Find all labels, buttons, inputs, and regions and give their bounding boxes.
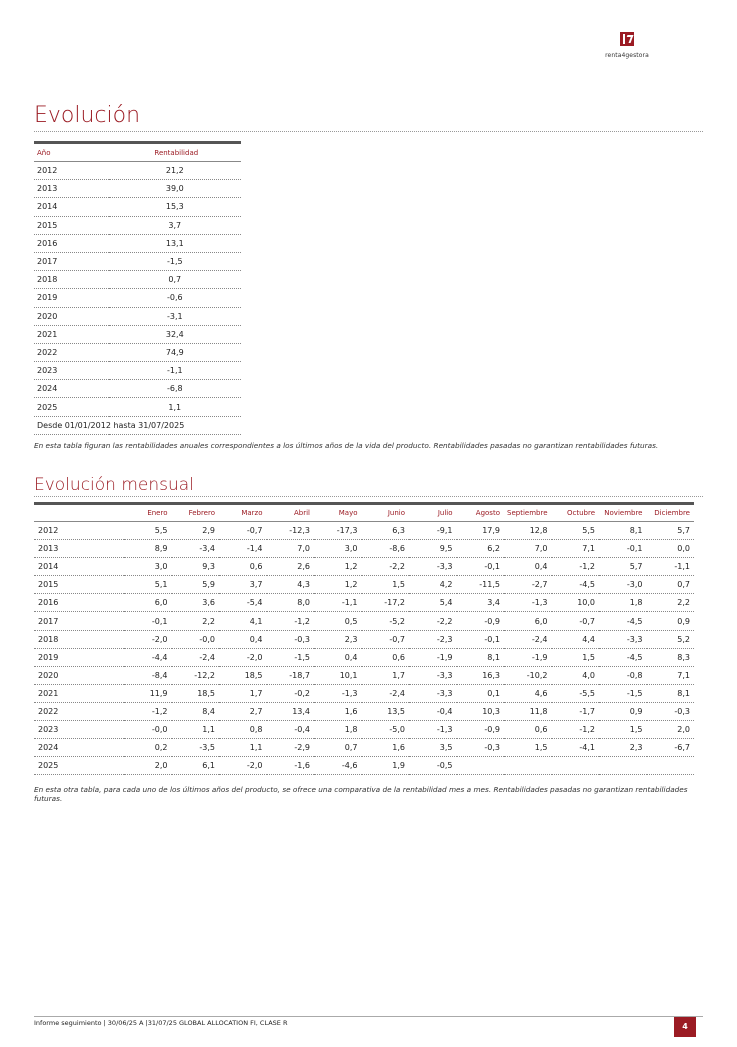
month-return-cell: 9,3 <box>172 558 220 576</box>
month-return-cell: -4,4 <box>124 648 172 666</box>
table-row <box>34 234 241 252</box>
month-return-cell: 0,4 <box>504 558 552 576</box>
month-return-cell: 3,6 <box>172 594 220 612</box>
month-return-cell: 0,6 <box>362 648 410 666</box>
month-return-cell: -2,4 <box>362 684 410 702</box>
return-cell: -1,5 <box>109 252 241 270</box>
month-return-cell: 0,9 <box>599 702 647 720</box>
month-return-cell: -1,7 <box>552 702 600 720</box>
month-return-cell: 18,5 <box>172 684 220 702</box>
month-return-cell <box>457 757 505 775</box>
year-cell: 2015 <box>34 576 124 594</box>
month-return-cell: -2,3 <box>409 630 457 648</box>
month-return-cell: 5,4 <box>409 594 457 612</box>
month-return-cell: -0,7 <box>552 612 600 630</box>
table-row <box>34 522 694 540</box>
month-return-cell <box>552 757 600 775</box>
month-return-cell: -0,1 <box>457 558 505 576</box>
year-cell: 2019 <box>34 289 109 307</box>
month-return-cell: -3,3 <box>409 558 457 576</box>
return-cell: 15,3 <box>109 198 241 216</box>
year-cell: 2016 <box>34 234 109 252</box>
month-return-cell: 8,1 <box>457 648 505 666</box>
month-return-cell: 4,4 <box>552 630 600 648</box>
month-return-cell: 0,0 <box>647 540 695 558</box>
table-row <box>34 289 241 307</box>
table-header-row <box>34 504 694 522</box>
year-cell: 2022 <box>34 343 109 361</box>
col-header-month: Junio <box>362 504 410 522</box>
month-return-cell: 13,4 <box>267 702 315 720</box>
table-footnote-row <box>34 416 241 434</box>
month-return-cell: 17,9 <box>457 522 505 540</box>
table-row <box>34 630 694 648</box>
title-divider <box>34 131 703 132</box>
month-return-cell: -0,3 <box>457 739 505 757</box>
month-return-cell: 5,9 <box>172 576 220 594</box>
month-return-cell: -6,7 <box>647 739 695 757</box>
year-cell: 2023 <box>34 362 109 380</box>
table-row <box>34 252 241 270</box>
month-return-cell: 1,1 <box>172 721 220 739</box>
month-return-cell: 2,2 <box>647 594 695 612</box>
footer-text: Informe seguimiento | 30/06/25 A |31/07/25 GLOBAL ALLOCATION FI, CLASE R <box>34 1019 288 1027</box>
month-return-cell: 3,4 <box>457 594 505 612</box>
year-cell: 2012 <box>34 162 109 180</box>
month-return-cell: 0,7 <box>314 739 362 757</box>
year-cell: 2014 <box>34 558 124 576</box>
year-cell: 2024 <box>34 380 109 398</box>
col-header-month: Diciembre <box>647 504 695 522</box>
month-return-cell: 7,1 <box>647 666 695 684</box>
month-return-cell: -12,2 <box>172 666 220 684</box>
company-logo <box>604 32 650 59</box>
month-return-cell: -5,2 <box>362 612 410 630</box>
year-cell: 2015 <box>34 216 109 234</box>
month-return-cell: 8,9 <box>124 540 172 558</box>
monthly-section-title: Evolución mensual <box>34 475 194 495</box>
month-return-cell: 4,6 <box>504 684 552 702</box>
month-return-cell: 0,7 <box>647 576 695 594</box>
month-return-cell: 0,6 <box>504 721 552 739</box>
year-cell: 2020 <box>34 666 124 684</box>
table-row <box>34 558 694 576</box>
year-cell: 2021 <box>34 684 124 702</box>
month-return-cell: 0,6 <box>219 558 267 576</box>
month-return-cell: -0,1 <box>124 612 172 630</box>
table-row <box>34 576 694 594</box>
month-return-cell: -1,3 <box>504 594 552 612</box>
month-return-cell: -1,4 <box>219 540 267 558</box>
month-return-cell: 7,1 <box>552 540 600 558</box>
col-header-month: Septiembre <box>504 504 552 522</box>
table-row <box>34 162 241 180</box>
month-return-cell: -2,0 <box>219 757 267 775</box>
month-return-cell: 2,6 <box>267 558 315 576</box>
month-return-cell: 11,8 <box>504 702 552 720</box>
month-return-cell: -0,1 <box>599 540 647 558</box>
month-return-cell: -0,2 <box>267 684 315 702</box>
month-return-cell: 1,5 <box>552 648 600 666</box>
month-return-cell: -5,4 <box>219 594 267 612</box>
month-return-cell: -17,3 <box>314 522 362 540</box>
month-return-cell: 3,0 <box>124 558 172 576</box>
month-return-cell: 9,5 <box>409 540 457 558</box>
col-header-month: Abril <box>267 504 315 522</box>
month-return-cell: -1,6 <box>267 757 315 775</box>
month-return-cell: -1,2 <box>552 558 600 576</box>
month-return-cell: -0,3 <box>647 702 695 720</box>
year-cell: 2018 <box>34 630 124 648</box>
month-return-cell: 0,1 <box>457 684 505 702</box>
month-return-cell: -1,9 <box>504 648 552 666</box>
month-return-cell: 0,5 <box>314 612 362 630</box>
month-return-cell: 2,9 <box>172 522 220 540</box>
month-return-cell: 1,5 <box>504 739 552 757</box>
month-return-cell <box>599 757 647 775</box>
year-cell: 2023 <box>34 721 124 739</box>
month-return-cell: 1,5 <box>599 721 647 739</box>
return-cell: 39,0 <box>109 180 241 198</box>
table-row <box>34 648 694 666</box>
return-cell: 13,1 <box>109 234 241 252</box>
month-return-cell: 4,0 <box>552 666 600 684</box>
col-header-month: Marzo <box>219 504 267 522</box>
month-return-cell: -8,6 <box>362 540 410 558</box>
footer-divider <box>34 1016 703 1017</box>
table-row <box>34 216 241 234</box>
return-cell: 0,7 <box>109 271 241 289</box>
month-return-cell: 5,7 <box>647 522 695 540</box>
year-cell: 2021 <box>34 325 109 343</box>
logo-icon <box>620 32 634 46</box>
year-cell: 2017 <box>34 612 124 630</box>
month-return-cell: 10,1 <box>314 666 362 684</box>
month-return-cell: 6,3 <box>362 522 410 540</box>
return-cell: -1,1 <box>109 362 241 380</box>
year-cell: 2025 <box>34 398 109 416</box>
month-return-cell: 1,5 <box>362 576 410 594</box>
table-row <box>34 721 694 739</box>
month-return-cell: -1,5 <box>599 684 647 702</box>
year-cell: 2017 <box>34 252 109 270</box>
year-cell: 2013 <box>34 540 124 558</box>
table-row <box>34 540 694 558</box>
month-return-cell: -1,2 <box>267 612 315 630</box>
return-cell: 3,7 <box>109 216 241 234</box>
month-return-cell: 1,8 <box>314 721 362 739</box>
col-header-month: Octubre <box>552 504 600 522</box>
month-return-cell: -3,4 <box>172 540 220 558</box>
table-row <box>34 180 241 198</box>
month-return-cell: -0,3 <box>267 630 315 648</box>
month-return-cell: 5,2 <box>647 630 695 648</box>
month-return-cell: -2,0 <box>124 630 172 648</box>
month-return-cell: -4,1 <box>552 739 600 757</box>
table-row <box>34 271 241 289</box>
month-return-cell: -2,4 <box>504 630 552 648</box>
month-return-cell: -12,3 <box>267 522 315 540</box>
col-header-month: Agosto <box>457 504 505 522</box>
month-return-cell: 10,3 <box>457 702 505 720</box>
month-return-cell: -0,7 <box>362 630 410 648</box>
month-return-cell: -1,3 <box>314 684 362 702</box>
month-return-cell: -0,0 <box>124 721 172 739</box>
month-return-cell: 2,3 <box>314 630 362 648</box>
month-return-cell: 1,7 <box>219 684 267 702</box>
month-return-cell: -3,3 <box>409 666 457 684</box>
month-return-cell: -0,9 <box>457 721 505 739</box>
month-return-cell: -3,5 <box>172 739 220 757</box>
page-number: 4 <box>674 1017 696 1037</box>
month-return-cell: -0,0 <box>172 630 220 648</box>
month-return-cell: -3,3 <box>599 630 647 648</box>
month-return-cell: 3,0 <box>314 540 362 558</box>
month-return-cell: -18,7 <box>267 666 315 684</box>
table-row <box>34 594 694 612</box>
table-row <box>34 612 694 630</box>
month-return-cell: 7,0 <box>267 540 315 558</box>
table-row <box>34 666 694 684</box>
year-cell: 2016 <box>34 594 124 612</box>
col-header-return: Rentabilidad <box>109 143 241 162</box>
month-return-cell: -2,9 <box>267 739 315 757</box>
month-return-cell: -4,5 <box>599 648 647 666</box>
month-return-cell: -5,5 <box>552 684 600 702</box>
month-return-cell: 1,6 <box>314 702 362 720</box>
month-return-cell: -0,9 <box>457 612 505 630</box>
month-return-cell: 3,5 <box>409 739 457 757</box>
month-return-cell: 1,2 <box>314 576 362 594</box>
month-return-cell: 4,3 <box>267 576 315 594</box>
month-return-cell: 2,2 <box>172 612 220 630</box>
month-return-cell: -4,5 <box>552 576 600 594</box>
month-return-cell: -2,0 <box>219 648 267 666</box>
table-row <box>34 739 694 757</box>
month-return-cell: 4,1 <box>219 612 267 630</box>
col-header-month: Febrero <box>172 504 220 522</box>
month-return-cell: 1,8 <box>599 594 647 612</box>
month-return-cell: 5,7 <box>599 558 647 576</box>
month-return-cell: -4,5 <box>599 612 647 630</box>
table-row <box>34 343 241 361</box>
month-return-cell: 2,0 <box>124 757 172 775</box>
month-return-cell: -0,4 <box>409 702 457 720</box>
return-cell: 1,1 <box>109 398 241 416</box>
month-return-cell: 4,2 <box>409 576 457 594</box>
month-return-cell: 0,9 <box>647 612 695 630</box>
month-return-cell: -0,7 <box>219 522 267 540</box>
annual-section-title: Evolución <box>34 103 141 128</box>
monthly-returns-table <box>34 502 694 775</box>
month-return-cell: 6,2 <box>457 540 505 558</box>
month-return-cell: 1,1 <box>219 739 267 757</box>
year-cell: 2022 <box>34 702 124 720</box>
month-return-cell: -1,1 <box>647 558 695 576</box>
year-cell: 2018 <box>34 271 109 289</box>
year-cell: 2025 <box>34 757 124 775</box>
year-cell: 2014 <box>34 198 109 216</box>
month-return-cell: -2,2 <box>362 558 410 576</box>
month-return-cell: 0,4 <box>314 648 362 666</box>
table-row <box>34 198 241 216</box>
month-return-cell: -9,1 <box>409 522 457 540</box>
col-header-month: Noviembre <box>599 504 647 522</box>
monthly-table-note: En esta otra tabla, para cada uno de los últimos años del producto, se ofrece una comparativa de la rentabilidad mes a mes. Rentabilidades pasadas no garantizan rentabilidades futuras. <box>34 785 688 803</box>
month-return-cell: -0,8 <box>599 666 647 684</box>
month-return-cell: 6,0 <box>124 594 172 612</box>
month-return-cell: -8,4 <box>124 666 172 684</box>
month-return-cell: 5,1 <box>124 576 172 594</box>
month-return-cell: 8,0 <box>267 594 315 612</box>
table-row <box>34 398 241 416</box>
month-return-cell: 2,7 <box>219 702 267 720</box>
month-return-cell: 0,2 <box>124 739 172 757</box>
month-return-cell: -2,4 <box>172 648 220 666</box>
month-return-cell: -1,1 <box>314 594 362 612</box>
table-row <box>34 307 241 325</box>
month-return-cell: -3,3 <box>409 684 457 702</box>
month-return-cell: -1,5 <box>267 648 315 666</box>
table-row <box>34 684 694 702</box>
year-cell: 2012 <box>34 522 124 540</box>
month-return-cell: 11,9 <box>124 684 172 702</box>
annual-returns-table <box>34 141 241 435</box>
title-divider <box>34 496 703 497</box>
month-return-cell: 0,8 <box>219 721 267 739</box>
month-return-cell: 2,3 <box>599 739 647 757</box>
logo-text: renta4gestora <box>605 52 649 59</box>
col-header-year <box>34 504 124 522</box>
month-return-cell: 1,9 <box>362 757 410 775</box>
month-return-cell: 1,6 <box>362 739 410 757</box>
month-return-cell: -4,6 <box>314 757 362 775</box>
col-header-year: Año <box>34 143 109 162</box>
return-cell: -3,1 <box>109 307 241 325</box>
month-return-cell: -0,5 <box>409 757 457 775</box>
year-cell: 2019 <box>34 648 124 666</box>
month-return-cell: 7,0 <box>504 540 552 558</box>
month-return-cell: 8,3 <box>647 648 695 666</box>
year-cell: 2013 <box>34 180 109 198</box>
month-return-cell: 10,0 <box>552 594 600 612</box>
return-cell: 32,4 <box>109 325 241 343</box>
month-return-cell: -0,4 <box>267 721 315 739</box>
return-cell: 21,2 <box>109 162 241 180</box>
month-return-cell: 5,5 <box>552 522 600 540</box>
month-return-cell: -2,2 <box>409 612 457 630</box>
table-row <box>34 325 241 343</box>
month-return-cell: -17,2 <box>362 594 410 612</box>
table-footnote: Desde 01/01/2012 hasta 31/07/2025 <box>34 416 241 434</box>
month-return-cell: 16,3 <box>457 666 505 684</box>
month-return-cell: -0,1 <box>457 630 505 648</box>
month-return-cell: 1,2 <box>314 558 362 576</box>
year-cell: 2020 <box>34 307 109 325</box>
month-return-cell: -2,7 <box>504 576 552 594</box>
month-return-cell: 8,1 <box>599 522 647 540</box>
month-return-cell: -5,0 <box>362 721 410 739</box>
month-return-cell: 8,1 <box>647 684 695 702</box>
month-return-cell: 13,5 <box>362 702 410 720</box>
month-return-cell: -10,2 <box>504 666 552 684</box>
month-return-cell: 1,7 <box>362 666 410 684</box>
table-row <box>34 757 694 775</box>
month-return-cell: -11,5 <box>457 576 505 594</box>
month-return-cell: -1,9 <box>409 648 457 666</box>
col-header-month: Enero <box>124 504 172 522</box>
table-row <box>34 362 241 380</box>
month-return-cell <box>504 757 552 775</box>
month-return-cell: 18,5 <box>219 666 267 684</box>
col-header-month: Mayo <box>314 504 362 522</box>
table-row <box>34 702 694 720</box>
month-return-cell: -1,2 <box>552 721 600 739</box>
month-return-cell: 6,0 <box>504 612 552 630</box>
return-cell: -0,6 <box>109 289 241 307</box>
return-cell: 74,9 <box>109 343 241 361</box>
col-header-month: Julio <box>409 504 457 522</box>
month-return-cell: 0,4 <box>219 630 267 648</box>
month-return-cell: 6,1 <box>172 757 220 775</box>
month-return-cell: -1,3 <box>409 721 457 739</box>
month-return-cell: 5,5 <box>124 522 172 540</box>
month-return-cell: -1,2 <box>124 702 172 720</box>
month-return-cell: 8,4 <box>172 702 220 720</box>
return-cell: -6,8 <box>109 380 241 398</box>
month-return-cell: -3,0 <box>599 576 647 594</box>
table-row <box>34 380 241 398</box>
table-header-row <box>34 143 241 162</box>
month-return-cell: 2,0 <box>647 721 695 739</box>
month-return-cell <box>647 757 695 775</box>
year-cell: 2024 <box>34 739 124 757</box>
annual-table-note: En esta tabla figuran las rentabilidades anuales correspondientes a los últimos años de la vida del producto. Rentabilidades pasadas no garantizan rentabilidades futuras. <box>34 441 659 450</box>
month-return-cell: 12,8 <box>504 522 552 540</box>
month-return-cell: 3,7 <box>219 576 267 594</box>
